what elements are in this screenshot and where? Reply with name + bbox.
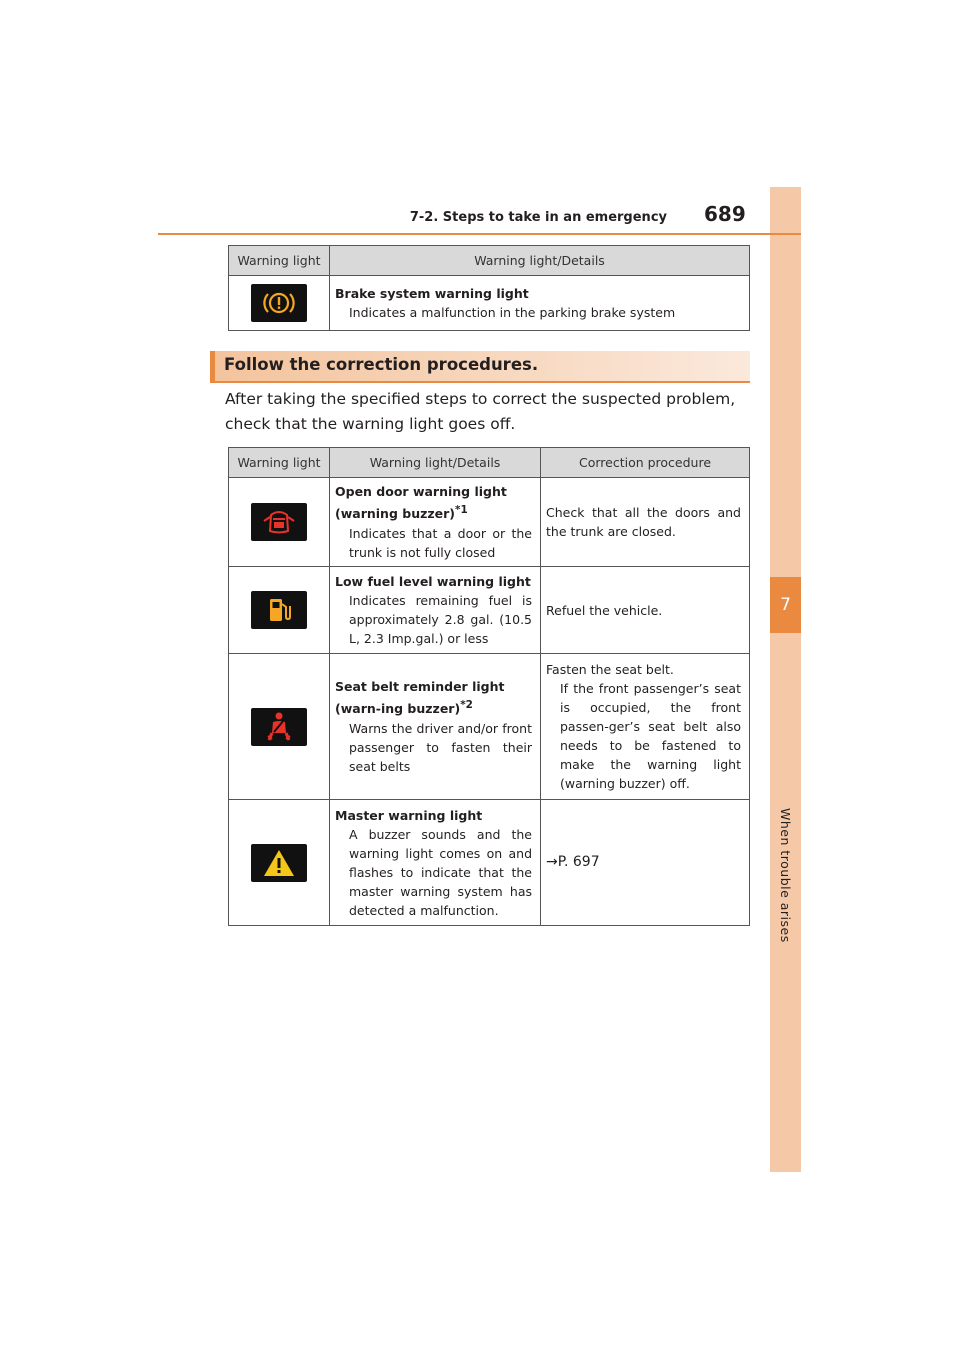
- seat-belt-icon: [251, 708, 307, 746]
- table-row: [229, 478, 750, 567]
- fuel-pump-icon: [251, 591, 307, 629]
- details-cell: [330, 654, 541, 800]
- page-number: 689: [704, 202, 746, 226]
- table-row: [229, 276, 750, 331]
- warning-name: Low fuel level warning light: [335, 574, 531, 589]
- section-intro: After taking the specified steps to correct the suspected problem, check that the warning light goes off.: [225, 390, 736, 433]
- warning-description: Indicates that a door or the trunk is not fully closed: [349, 525, 532, 560]
- column-header: Warning light/Details: [330, 246, 750, 276]
- correction-cell: [541, 800, 750, 926]
- warning-name: Open door warning light (warning buzzer): [335, 484, 507, 522]
- section-title: Follow the correction procedures.: [224, 355, 539, 374]
- table-row: [229, 654, 750, 800]
- footnote-mark: *1: [455, 504, 468, 517]
- column-header: Warning light: [229, 246, 330, 276]
- icon-cell: [229, 276, 330, 331]
- column-header: Warning light: [229, 448, 330, 478]
- correction-cell: [541, 654, 750, 800]
- section-divider: [210, 381, 750, 383]
- master-warning-icon: [251, 844, 307, 882]
- warning-light-table-1: [228, 245, 750, 331]
- warning-name: Brake system warning light: [335, 286, 529, 301]
- correction-detail: If the front passenger’s seat is occupied, the front passen-ger’s seat belt also needs to be fastened to make the warning light (warning buzzer) off.: [560, 681, 741, 791]
- table-row: [229, 567, 750, 654]
- details-cell: [330, 276, 750, 331]
- chapter-title: When trouble arises: [778, 808, 793, 943]
- chapter-number: 7: [770, 577, 801, 633]
- warning-name: Master warning light: [335, 807, 483, 823]
- details-cell: [330, 567, 541, 654]
- warning-name: Seat belt reminder light (warn-ing buzzer): [335, 679, 505, 717]
- section-banner: [210, 351, 750, 381]
- icon-cell: [229, 800, 330, 926]
- footnote-mark: *2: [460, 699, 473, 712]
- correction-text: Fasten the seat belt.: [546, 662, 674, 677]
- column-header: Warning light/Details: [330, 448, 541, 478]
- details-cell: [330, 478, 541, 567]
- icon-cell: [229, 567, 330, 654]
- icon-cell: [229, 654, 330, 800]
- warning-description: Indicates a malfunction in the parking brake system: [349, 305, 676, 320]
- page-reference-link[interactable]: →P. 697: [546, 854, 600, 870]
- details-cell: [330, 800, 541, 926]
- column-header: Correction procedure: [541, 448, 750, 478]
- chapter-side-tab: [770, 187, 801, 1172]
- correction-cell: [541, 567, 750, 654]
- header-section-title: 7-2. Steps to take in an emergency: [409, 210, 667, 225]
- warning-description: Warns the driver and/or front passenger to fasten their seat belts: [349, 720, 532, 774]
- correction-text: Check that all the doors and the trunk are closed.: [546, 505, 741, 539]
- warning-description: A buzzer sounds and the warning light comes on and flashes to indicate that the master warning system has detected a malfunction.: [349, 826, 532, 918]
- warning-light-table-2: [228, 447, 750, 926]
- table-row: [229, 800, 750, 926]
- correction-cell: [541, 478, 750, 567]
- header-divider: [158, 233, 801, 235]
- correction-text: Refuel the vehicle.: [546, 602, 663, 618]
- table-header-row: [229, 448, 750, 478]
- table-header-row: [229, 246, 750, 276]
- warning-description: Indicates remaining fuel is approximately 2.8 gal. (10.5 L, 2.3 Imp.gal.) or less: [349, 593, 532, 646]
- icon-cell: [229, 478, 330, 567]
- section-accent-bar: [210, 351, 215, 381]
- brake-warning-icon: [251, 284, 307, 322]
- open-door-icon: [251, 503, 307, 541]
